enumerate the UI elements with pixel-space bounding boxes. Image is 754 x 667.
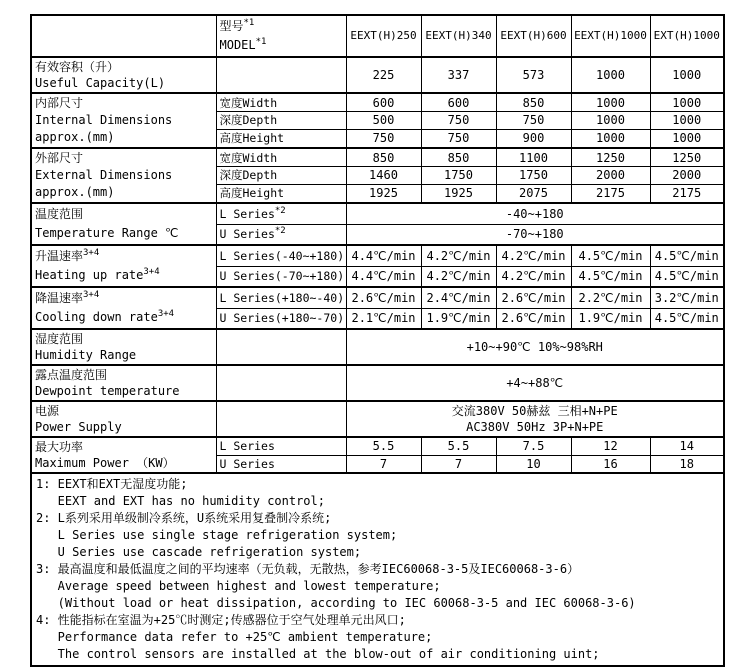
row-label-cooling: 降温速率$^{3+4}$ Cooling down rate$^{3+4}$ <box>31 287 216 329</box>
value-cell: 1100 <box>496 148 571 167</box>
value-cell: 1000 <box>650 129 724 148</box>
corner-cell <box>31 15 216 57</box>
value-cell: 1000 <box>571 57 650 93</box>
value-cell: 1925 <box>346 184 421 203</box>
value-cell: 1000 <box>571 112 650 130</box>
footnote-ref: *1 <box>255 37 267 47</box>
value-cell: 7 <box>421 455 496 473</box>
row-label-temp-range: 温度范围 Temperature Range ℃ <box>31 203 216 245</box>
sub-label-cell-empty <box>216 365 346 401</box>
value-cell: 5.5 <box>421 437 496 455</box>
value-cell: 1000 <box>650 93 724 112</box>
sub-label-cell: U Series$^{*2}$ <box>216 224 346 245</box>
value-cell: 337 <box>421 57 496 93</box>
value-cell: 4.4℃/min <box>346 245 421 266</box>
model-name-cell: EEXT(H)1000 <box>571 15 650 57</box>
model-name-cell: EEXT(H)340 <box>421 15 496 57</box>
value-cell: 600 <box>421 93 496 112</box>
value-cell: 4.2℃/min <box>421 266 496 287</box>
sub-label-cell: L Series(+180~-40) <box>216 287 346 308</box>
value-cell: 4.2℃/min <box>421 245 496 266</box>
value-cell: 16 <box>571 455 650 473</box>
model-header-zh: 型号$^{*1}$ <box>219 18 255 33</box>
value-cell: 573 <box>496 57 571 93</box>
value-cell: 1750 <box>496 167 571 185</box>
power-line-en: AC380V 50Hz 3P+N+PE <box>466 420 604 434</box>
model-header-en: MODEL$^{*1}$ <box>219 37 267 52</box>
sub-label-cell: 深度Depth <box>216 167 346 185</box>
value-cell: 2.1℃/min <box>346 308 421 329</box>
value-cell: 7.5 <box>496 437 571 455</box>
value-cell: 4.5℃/min <box>650 245 724 266</box>
row-label-capacity: 有效容积（升） Useful Capacity(L) <box>31 57 216 93</box>
footnote-line: EEXT and EXT has no humidity control; <box>36 494 325 508</box>
footnote-line: L Series use single stage refrigeration system; <box>36 528 398 542</box>
value-cell: 1000 <box>650 57 724 93</box>
sub-label-cell: 宽度Width <box>216 93 346 112</box>
sub-label-cell: U Series(+180~-70) <box>216 308 346 329</box>
sub-label-cell: 高度Height <box>216 129 346 148</box>
footnote-line: 3: 最高温度和最低温度之间的平均速率（无负载，无散热，参考IEC60068-3-5及IEC60068-3-6） <box>36 562 580 576</box>
value-cell: 850 <box>421 148 496 167</box>
value-cell-merged: -70~+180 <box>346 224 724 245</box>
value-cell: 12 <box>571 437 650 455</box>
value-cell: 1250 <box>571 148 650 167</box>
footnote-line: Performance data refer to +25℃ ambient temperature; <box>36 630 433 644</box>
value-cell: 600 <box>346 93 421 112</box>
model-name-cell: EXT(H)1000 <box>650 15 724 57</box>
value-cell: 5.5 <box>346 437 421 455</box>
footnotes-cell <box>31 473 724 666</box>
value-cell: 1000 <box>571 129 650 148</box>
footnote-ref: *2 <box>274 226 286 237</box>
footnote-ref: *2 <box>274 205 286 216</box>
footnote-line: 1: EEXT和EXT无湿度功能; <box>36 477 188 491</box>
row-label-dewpoint: 露点温度范围 Dewpoint temperature <box>31 365 216 401</box>
value-cell: 4.2℃/min <box>496 245 571 266</box>
footnote-line: 4: 性能指标在室温为+25℃时测定;传感器位于空气处理单元出风口; <box>36 613 406 627</box>
value-cell: 2.6℃/min <box>496 308 571 329</box>
sub-label-cell: 宽度Width <box>216 148 346 167</box>
value-cell: 7 <box>346 455 421 473</box>
model-name-cell: EEXT(H)600 <box>496 15 571 57</box>
value-cell: 2175 <box>650 184 724 203</box>
sub-label-cell: 深度Depth <box>216 112 346 130</box>
value-cell-merged: +10~+90℃ 10%~98%RH <box>346 329 724 365</box>
value-cell-merged: -40~+180 <box>346 203 724 224</box>
sub-label-cell: L Series(-40~+180) <box>216 245 346 266</box>
footnote-ref: *1 <box>243 18 255 28</box>
value-cell: 1460 <box>346 167 421 185</box>
sub-label-cell: U Series <box>216 455 346 473</box>
value-cell: 1750 <box>421 167 496 185</box>
value-cell: 4.4℃/min <box>346 266 421 287</box>
value-cell: 10 <box>496 455 571 473</box>
sub-label-cell: L Series <box>216 437 346 455</box>
footnote-ref: 3+4 <box>157 309 175 319</box>
value-cell: 900 <box>496 129 571 148</box>
row-label-heating: 升温速率$^{3+4}$ Heating up rate$^{3+4}$ <box>31 245 216 287</box>
sub-label-cell: L Series$^{*2}$ <box>216 203 346 224</box>
sub-label-cell: 高度Height <box>216 184 346 203</box>
row-label-internal: 内部尺寸 Internal Dimensions approx.(mm) <box>31 93 216 148</box>
model-name-cell: EEXT(H)250 <box>346 15 421 57</box>
value-cell: 2.6℃/min <box>346 287 421 308</box>
value-cell: 4.5℃/min <box>650 308 724 329</box>
value-cell: 1925 <box>421 184 496 203</box>
value-cell: 2.2℃/min <box>571 287 650 308</box>
value-cell: 1.9℃/min <box>571 308 650 329</box>
value-cell: 2000 <box>650 167 724 185</box>
value-cell: 225 <box>346 57 421 93</box>
value-cell: 3.2℃/min <box>650 287 724 308</box>
sub-label-cell: U Series(-70~+180) <box>216 266 346 287</box>
page <box>30 14 725 667</box>
value-cell: 850 <box>496 93 571 112</box>
value-cell: 18 <box>650 455 724 473</box>
value-cell: 2000 <box>571 167 650 185</box>
model-header-cell <box>216 15 346 57</box>
value-cell: 4.2℃/min <box>496 266 571 287</box>
row-label-power: 电源 Power Supply <box>31 401 216 437</box>
value-cell-merged <box>346 401 724 437</box>
value-cell: 1.9℃/min <box>421 308 496 329</box>
value-cell: 2.6℃/min <box>496 287 571 308</box>
value-cell: 750 <box>421 129 496 148</box>
value-cell: 1000 <box>650 112 724 130</box>
power-line-zh: 交流380V 50赫兹 三相+N+PE <box>451 404 618 418</box>
footnote-line: (Without load or heat dissipation, according to IEC 60068-3-5 and IEC 60068-3-6) <box>36 596 636 610</box>
row-label-max-power: 最大功率 Maximum Power （KW） <box>31 437 216 473</box>
value-cell: 4.5℃/min <box>571 266 650 287</box>
footnote-ref: 3+4 <box>83 290 100 300</box>
row-label-humidity: 湿度范围 Humidity Range <box>31 329 216 365</box>
sub-label-cell-empty <box>216 57 346 93</box>
footnote-line: 2: L系列采用单级制冷系统，U系统采用复叠制冷系统; <box>36 511 332 525</box>
value-cell: 1250 <box>650 148 724 167</box>
footnote-line: The control sensors are installed at the blow-out of air conditioning uint; <box>36 647 600 661</box>
spec-table <box>30 14 725 667</box>
value-cell: 2075 <box>496 184 571 203</box>
value-cell: 750 <box>346 129 421 148</box>
value-cell: 750 <box>496 112 571 130</box>
value-cell: 2175 <box>571 184 650 203</box>
sub-label-cell-empty <box>216 401 346 437</box>
value-cell: 1000 <box>571 93 650 112</box>
value-cell: 14 <box>650 437 724 455</box>
value-cell: 4.5℃/min <box>571 245 650 266</box>
footnote-ref: 3+4 <box>143 267 160 277</box>
value-cell: 500 <box>346 112 421 130</box>
value-cell: 4.5℃/min <box>650 266 724 287</box>
footnote-ref: 3+4 <box>83 248 100 258</box>
footnote-line: U Series use cascade refrigeration system; <box>36 545 362 559</box>
footnote-line: Average speed between highest and lowest temperature; <box>36 579 441 593</box>
value-cell-merged: +4~+88℃ <box>346 365 724 401</box>
value-cell: 850 <box>346 148 421 167</box>
row-label-external: 外部尺寸 External Dimensions approx.(mm) <box>31 148 216 203</box>
sub-label-cell-empty <box>216 329 346 365</box>
value-cell: 750 <box>421 112 496 130</box>
value-cell: 2.4℃/min <box>421 287 496 308</box>
